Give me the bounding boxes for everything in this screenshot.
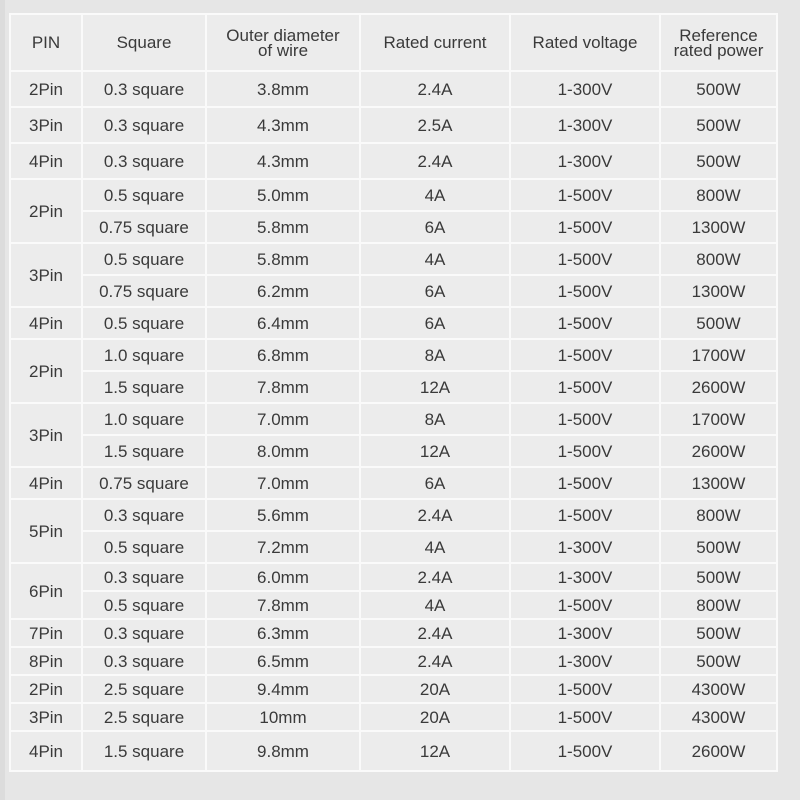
cell-pin: 4Pin xyxy=(10,467,82,499)
cell-square: 0.3 square xyxy=(82,647,206,675)
table-row xyxy=(10,71,777,107)
cell-square: 0.3 square xyxy=(82,563,206,591)
cell-pin: 7Pin xyxy=(10,619,82,647)
cell-voltage: 1-500V xyxy=(510,403,660,435)
cell-power: 500W xyxy=(660,563,777,591)
cell-pin: 3Pin xyxy=(10,703,82,731)
table-row xyxy=(10,211,777,243)
header-line: PIN xyxy=(31,32,61,52)
cell-current: 6A xyxy=(360,211,510,243)
cell-power: 2600W xyxy=(660,731,777,771)
table-row xyxy=(10,703,777,731)
cell-diameter: 6.5mm xyxy=(206,647,360,675)
cell-current: 2.4A xyxy=(360,143,510,179)
cell-current: 2.4A xyxy=(360,619,510,647)
cell-pin: 2Pin xyxy=(10,179,82,243)
cell-pin: 6Pin xyxy=(10,563,82,619)
cell-diameter: 7.8mm xyxy=(206,591,360,619)
table-row xyxy=(10,243,777,275)
cell-power: 2600W xyxy=(660,371,777,403)
cell-square: 0.75 square xyxy=(82,211,206,243)
cell-voltage: 1-300V xyxy=(510,531,660,563)
cell-voltage: 1-300V xyxy=(510,107,660,143)
cell-current: 8A xyxy=(360,339,510,371)
cell-current: 6A xyxy=(360,307,510,339)
table-row xyxy=(10,307,777,339)
cell-current: 12A xyxy=(360,731,510,771)
cell-current: 6A xyxy=(360,467,510,499)
header-line: of wire xyxy=(257,40,309,60)
cell-power: 4300W xyxy=(660,703,777,731)
cell-square: 0.5 square xyxy=(82,307,206,339)
header-line: Outer diameter xyxy=(226,25,340,45)
cell-power: 1300W xyxy=(660,211,777,243)
table-row xyxy=(10,107,777,143)
cell-voltage: 1-500V xyxy=(510,243,660,275)
cell-diameter: 6.8mm xyxy=(206,339,360,371)
cell-pin: 2Pin xyxy=(10,339,82,403)
cell-voltage: 1-500V xyxy=(510,275,660,307)
cell-pin: 3Pin xyxy=(10,243,82,307)
cell-square: 1.5 square xyxy=(82,371,206,403)
cell-power: 1700W xyxy=(660,403,777,435)
cell-current: 4A xyxy=(360,243,510,275)
table-row xyxy=(10,275,777,307)
cell-power: 500W xyxy=(660,143,777,179)
table-row xyxy=(10,499,777,531)
cell-power: 1700W xyxy=(660,339,777,371)
cell-square: 0.3 square xyxy=(82,499,206,531)
cell-current: 4A xyxy=(360,591,510,619)
cell-current: 2.4A xyxy=(360,499,510,531)
cell-voltage: 1-300V xyxy=(510,71,660,107)
header-reference-power xyxy=(660,14,777,71)
cell-square: 0.3 square xyxy=(82,71,206,107)
cell-power: 800W xyxy=(660,591,777,619)
cell-diameter: 4.3mm xyxy=(206,107,360,143)
cell-diameter: 4.3mm xyxy=(206,143,360,179)
cell-square: 0.5 square xyxy=(82,179,206,211)
cell-square: 2.5 square xyxy=(82,703,206,731)
cell-current: 20A xyxy=(360,675,510,703)
cell-current: 2.4A xyxy=(360,563,510,591)
header-line: Rated voltage xyxy=(532,32,638,52)
header-square xyxy=(82,14,206,71)
cell-square: 1.5 square xyxy=(82,731,206,771)
table-row xyxy=(10,731,777,771)
cell-voltage: 1-500V xyxy=(510,703,660,731)
cell-diameter: 9.8mm xyxy=(206,731,360,771)
cell-current: 8A xyxy=(360,403,510,435)
cell-power: 1300W xyxy=(660,467,777,499)
cell-power: 800W xyxy=(660,499,777,531)
cell-voltage: 1-500V xyxy=(510,339,660,371)
header-rated-current xyxy=(360,14,510,71)
cell-voltage: 1-500V xyxy=(510,179,660,211)
cell-current: 4A xyxy=(360,179,510,211)
cell-voltage: 1-300V xyxy=(510,563,660,591)
cell-square: 0.75 square xyxy=(82,275,206,307)
cell-square: 0.5 square xyxy=(82,243,206,275)
cell-diameter: 8.0mm xyxy=(206,435,360,467)
cell-voltage: 1-500V xyxy=(510,731,660,771)
cell-diameter: 5.8mm xyxy=(206,211,360,243)
table-row xyxy=(10,435,777,467)
cell-pin: 4Pin xyxy=(10,731,82,771)
cell-voltage: 1-500V xyxy=(510,307,660,339)
cell-diameter: 5.8mm xyxy=(206,243,360,275)
cell-diameter: 3.8mm xyxy=(206,71,360,107)
table-row xyxy=(10,619,777,647)
cell-square: 1.5 square xyxy=(82,435,206,467)
header-line: Reference xyxy=(679,25,758,45)
table-row xyxy=(10,467,777,499)
cell-power: 800W xyxy=(660,179,777,211)
cell-voltage: 1-500V xyxy=(510,591,660,619)
cell-square: 0.75 square xyxy=(82,467,206,499)
cell-diameter: 6.3mm xyxy=(206,619,360,647)
header-line: Rated current xyxy=(383,32,487,52)
cell-voltage: 1-300V xyxy=(510,619,660,647)
table-row xyxy=(10,675,777,703)
cell-diameter: 7.2mm xyxy=(206,531,360,563)
table-row xyxy=(10,591,777,619)
cell-square: 0.5 square xyxy=(82,531,206,563)
cell-current: 2.5A xyxy=(360,107,510,143)
cell-current: 12A xyxy=(360,435,510,467)
cell-voltage: 1-300V xyxy=(510,143,660,179)
table-row xyxy=(10,371,777,403)
cell-current: 4A xyxy=(360,531,510,563)
cell-current: 2.4A xyxy=(360,647,510,675)
cell-pin: 4Pin xyxy=(10,307,82,339)
cell-current: 2.4A xyxy=(360,71,510,107)
cell-power: 2600W xyxy=(660,435,777,467)
cell-power: 500W xyxy=(660,107,777,143)
cell-pin: 4Pin xyxy=(10,143,82,179)
cell-pin: 5Pin xyxy=(10,499,82,563)
cell-pin: 2Pin xyxy=(10,675,82,703)
cell-power: 1300W xyxy=(660,275,777,307)
cell-current: 12A xyxy=(360,371,510,403)
table-row xyxy=(10,339,777,371)
cell-pin: 8Pin xyxy=(10,647,82,675)
header-line: Square xyxy=(116,32,172,52)
cell-voltage: 1-300V xyxy=(510,647,660,675)
cell-current: 20A xyxy=(360,703,510,731)
table-row xyxy=(10,179,777,211)
cell-power: 500W xyxy=(660,71,777,107)
wire-spec-table xyxy=(9,13,778,772)
cell-voltage: 1-500V xyxy=(510,675,660,703)
header-rated-voltage xyxy=(510,14,660,71)
cell-square: 0.3 square xyxy=(82,143,206,179)
cell-diameter: 9.4mm xyxy=(206,675,360,703)
cell-pin: 2Pin xyxy=(10,71,82,107)
cell-voltage: 1-500V xyxy=(510,467,660,499)
cell-voltage: 1-500V xyxy=(510,371,660,403)
cell-diameter: 6.4mm xyxy=(206,307,360,339)
cell-diameter: 5.0mm xyxy=(206,179,360,211)
cell-square: 2.5 square xyxy=(82,675,206,703)
cell-voltage: 1-500V xyxy=(510,435,660,467)
cell-power: 500W xyxy=(660,531,777,563)
cell-diameter: 6.0mm xyxy=(206,563,360,591)
cell-square: 1.0 square xyxy=(82,403,206,435)
table-row xyxy=(10,563,777,591)
table-header-row xyxy=(10,14,777,71)
cell-square: 0.5 square xyxy=(82,591,206,619)
cell-square: 0.3 square xyxy=(82,107,206,143)
cell-power: 500W xyxy=(660,647,777,675)
cell-diameter: 7.8mm xyxy=(206,371,360,403)
header-line: rated power xyxy=(673,40,764,60)
table-body xyxy=(10,71,777,771)
cell-current: 6A xyxy=(360,275,510,307)
table-row xyxy=(10,647,777,675)
cell-diameter: 6.2mm xyxy=(206,275,360,307)
cell-square: 0.3 square xyxy=(82,619,206,647)
cell-pin: 3Pin xyxy=(10,107,82,143)
cell-diameter: 10mm xyxy=(206,703,360,731)
cell-diameter: 7.0mm xyxy=(206,467,360,499)
cell-diameter: 5.6mm xyxy=(206,499,360,531)
cell-diameter: 7.0mm xyxy=(206,403,360,435)
left-edge-shadow xyxy=(0,0,5,800)
cell-power: 500W xyxy=(660,619,777,647)
table-row xyxy=(10,143,777,179)
cell-power: 500W xyxy=(660,307,777,339)
cell-power: 4300W xyxy=(660,675,777,703)
cell-square: 1.0 square xyxy=(82,339,206,371)
header-outer-diameter xyxy=(206,14,360,71)
cell-voltage: 1-500V xyxy=(510,211,660,243)
cell-voltage: 1-500V xyxy=(510,499,660,531)
cell-pin: 3Pin xyxy=(10,403,82,467)
header-pin xyxy=(10,14,82,71)
table-row xyxy=(10,403,777,435)
table-row xyxy=(10,531,777,563)
cell-power: 800W xyxy=(660,243,777,275)
